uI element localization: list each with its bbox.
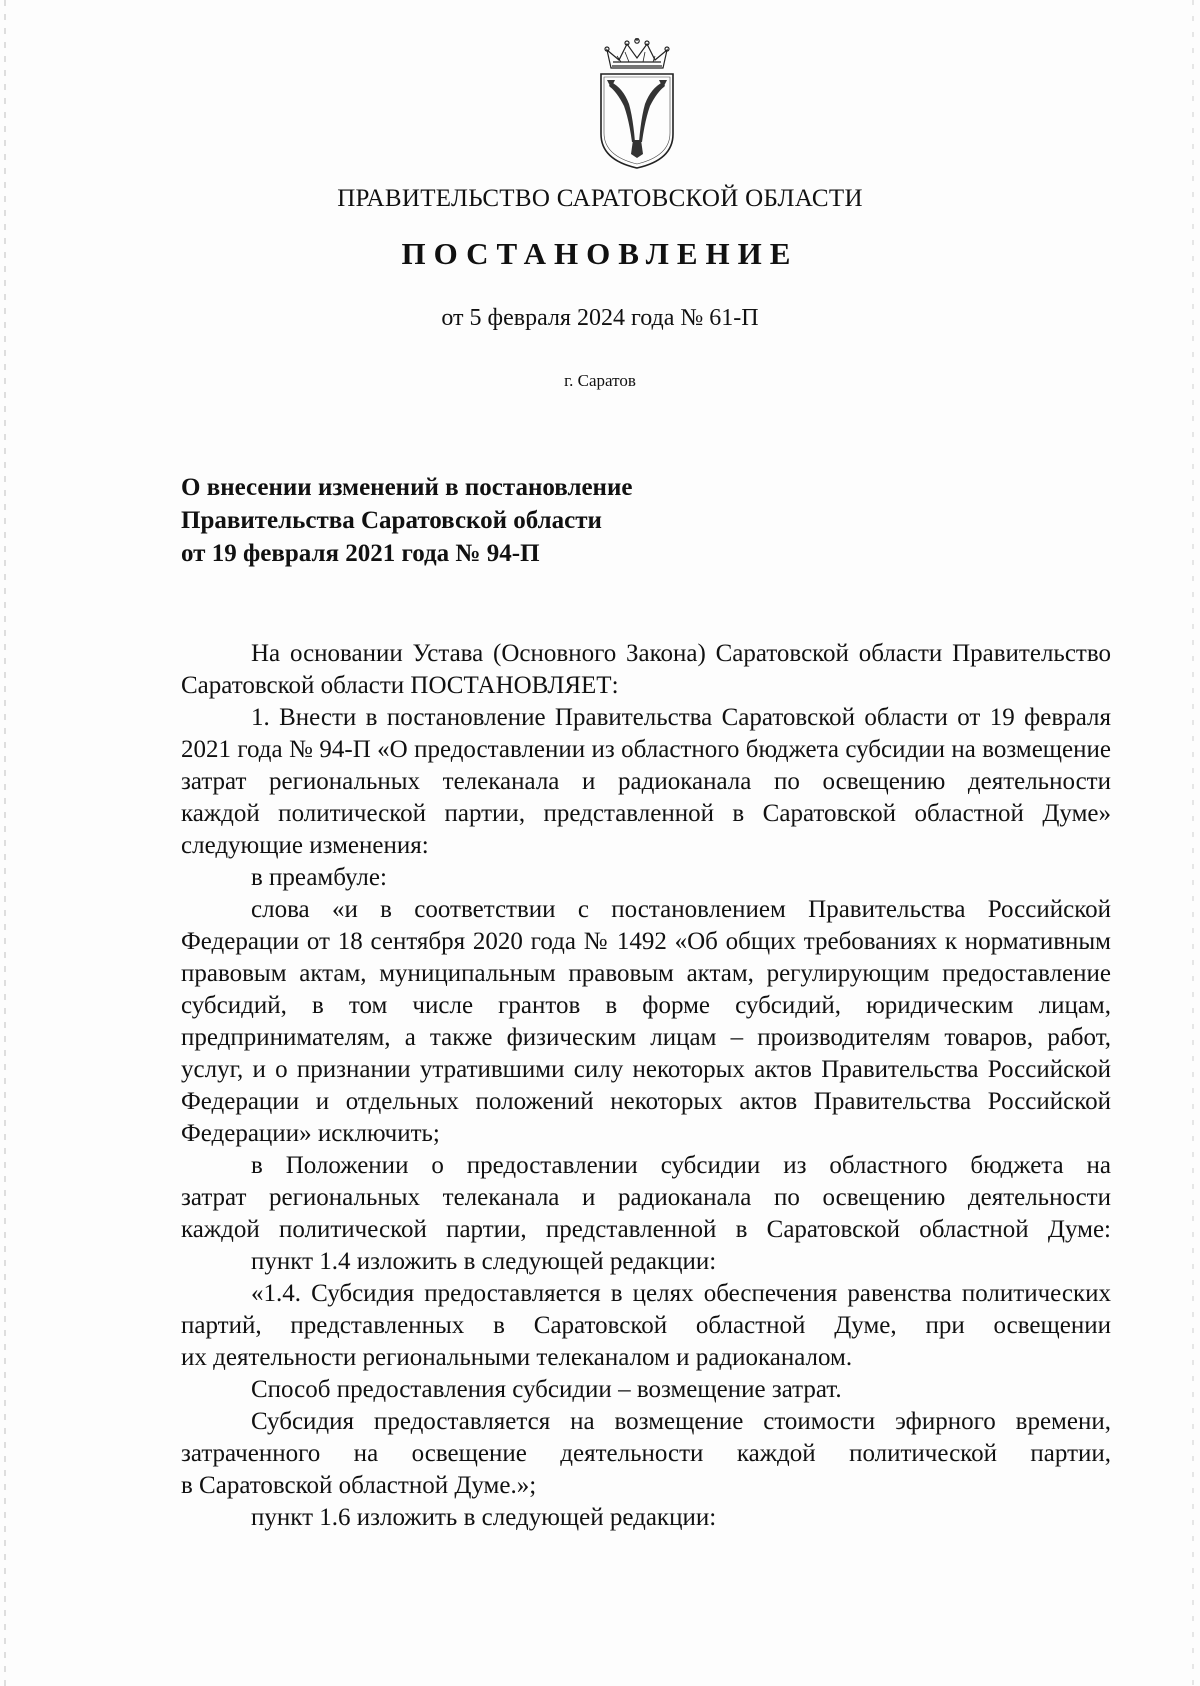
body-line: Федерации и отдельных положений некоторых актов Правительства Российской — [181, 1088, 1111, 1115]
document-date-number: от 5 февраля 2024 года № 61-П — [441, 305, 759, 331]
body-line: затрат региональных телеканала и радиоканала по освещению деятельности — [181, 768, 1111, 795]
body-line: пункт 1.6 изложить в следующей редакции: — [251, 1504, 717, 1531]
body-line: Саратовской области ПОСТАНОВЛЯЕТ: — [181, 672, 619, 699]
document-subject — [181, 471, 632, 570]
document-body — [181, 638, 1111, 1534]
organization-title: ПРАВИТЕЛЬСТВО САРАТОВСКОЙ ОБЛАСТИ — [337, 185, 863, 212]
body-line: пункт 1.4 изложить в следующей редакции: — [251, 1248, 717, 1275]
subject-line: О внесении изменений в постановление — [181, 474, 633, 501]
body-line: На основании Устава (Основного Закона) Саратовской области Правительство — [251, 640, 1111, 667]
body-line: услуг, и о признании утратившими силу некоторых актов Правительства Российской — [181, 1056, 1111, 1083]
saratov-coat-of-arms-icon — [597, 38, 677, 170]
body-line: Субсидия предоставляется на возмещение стоимости эфирного времени, — [251, 1408, 1111, 1435]
body-line: Способ предоставления субсидии – возмещение затрат. — [251, 1376, 842, 1403]
body-line: партий, представленных в Саратовской областной Думе, при освещении — [181, 1312, 1111, 1339]
body-line: их деятельности региональными телеканалом и радиоканалом. — [181, 1344, 853, 1371]
body-line: в преамбуле: — [251, 864, 387, 891]
body-line: Федерации» исключить; — [181, 1120, 440, 1147]
body-line: предпринимателям, а также физическим лицам – производителям товаров, работ, — [181, 1024, 1111, 1051]
body-line: каждой политической партии, представленной в Саратовской областной Думе: — [181, 1216, 1111, 1243]
subject-line: Правительства Саратовской области — [181, 507, 602, 534]
body-line: субсидий, в том числе грантов в форме субсидий, юридическим лицам, — [181, 992, 1111, 1019]
body-line: правовым актам, муниципальным правовым актам, регулирующим предоставление — [181, 960, 1111, 987]
body-line: 2021 года № 94-П «О предоставлении из областного бюджета субсидии на возмещение — [181, 736, 1111, 763]
body-line: каждой политической партии, представленной в Саратовской областной Думе» — [181, 800, 1111, 827]
document-type-heading: ПОСТАНОВЛЕНИЕ — [401, 236, 799, 271]
body-line: слова «и в соответствии с постановлением Правительства Российской — [251, 896, 1111, 923]
body-line: в Саратовской областной Думе.»; — [181, 1472, 537, 1499]
body-line: в Положении о предоставлении субсидии из областного бюджета на — [251, 1152, 1111, 1179]
body-line: затраченного на освещение деятельности каждой политической партии, — [181, 1440, 1111, 1467]
body-line: следующие изменения: — [181, 832, 429, 859]
body-line: Федерации от 18 сентября 2020 года № 1492 «Об общих требованиях к нормативным — [181, 928, 1111, 955]
body-line: «1.4. Субсидия предоставляется в целях обеспечения равенства политических — [251, 1280, 1111, 1307]
body-line: затрат региональных телеканала и радиоканала по освещению деятельности — [181, 1184, 1111, 1211]
body-line: 1. Внести в постановление Правительства Саратовской области от 19 февраля — [251, 704, 1111, 731]
subject-line: от 19 февраля 2021 года № 94-П — [181, 540, 540, 567]
document-city: г. Саратов — [564, 371, 636, 390]
